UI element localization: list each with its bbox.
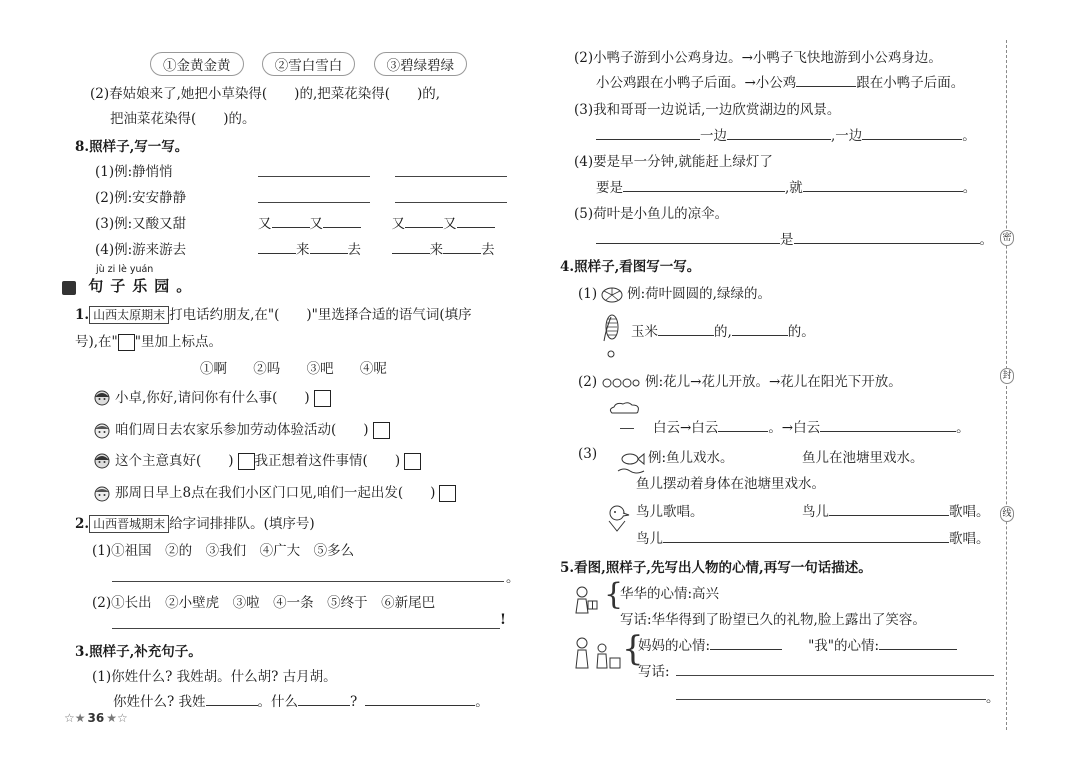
q1-number: 1. (75, 307, 90, 323)
q2-row-1: (1)①祖国 ②的 ③我们 ④广大 ⑤多么 (92, 543, 355, 559)
r4-line-a: (4)要是早一分钟,就能赶上绿灯了 (574, 154, 773, 170)
blank[interactable] (457, 213, 495, 228)
s4-2-exercise (653, 416, 970, 436)
q3-blank-2[interactable] (298, 691, 350, 706)
r5-b-text1: 是 (780, 232, 794, 248)
dialog-line-3 (92, 449, 421, 472)
r2-b-text2: 跟在小鸭子后面。 (856, 75, 965, 91)
s8-blank-1b[interactable] (395, 176, 507, 177)
flowers-icon (601, 375, 641, 391)
blank[interactable] (443, 239, 481, 254)
q3-text-a: 你姓什么? 我姓 (113, 694, 206, 710)
s4-3-ex-b: 鱼儿在池塘里戏水。 (802, 450, 924, 466)
s5-bracket-2: { (622, 629, 644, 669)
s5-a-sentence: 写话:华华得到了盼望已久的礼物,脸上露出了笑容。 (620, 612, 926, 628)
punct-box-3[interactable] (238, 453, 255, 470)
s4-1-label: (1) (578, 286, 598, 302)
s5-b-mood-row (638, 634, 957, 654)
bullet-dot-icon (607, 350, 615, 358)
s4-2-text-c: 。 (956, 420, 970, 436)
section-5-title: 5.看图,照样子,先写出人物的心情,再写一句话描述。 (560, 560, 872, 576)
s4-3-ex-a: 例:鱼儿戏水。 (648, 450, 734, 466)
s4-3-sing-2: 歌唱。 (949, 531, 990, 547)
r2-blank[interactable] (796, 72, 856, 87)
dialog-text-4: 我正想着这件事情( ) (254, 453, 401, 469)
s8-blank-2b[interactable] (395, 202, 507, 203)
r4-blank-2[interactable] (803, 177, 963, 192)
q3-blank-1[interactable] (206, 691, 258, 706)
s4-1-blank-1[interactable] (658, 321, 714, 336)
s8-blank-2a[interactable] (258, 202, 370, 203)
s8-item-3: (3)例:又酸又甜 (95, 216, 187, 232)
r5-line-a: (5)荷叶是小鱼儿的凉伞。 (574, 206, 729, 222)
r4-blank-1[interactable] (623, 177, 785, 192)
punct-box-4[interactable] (404, 453, 421, 470)
s4-1-text: 例:荷叶圆圆的,绿绿的。 (627, 286, 771, 302)
choice-2: ②雪白雪白 (262, 52, 356, 76)
mother-and-child-icon (572, 636, 622, 670)
blank[interactable] (310, 239, 348, 254)
r2-line-a: (2)小鸭子游到小公鸡身边。→小鸭子飞快地游到小公鸡身边。 (574, 50, 942, 66)
opt-2: ②吗 (253, 361, 281, 377)
star-icon: ★☆ (106, 711, 128, 725)
choice-1: ①金黄金黄 (150, 52, 244, 76)
s4-2-text-b: 。→白云 (768, 420, 821, 436)
s4-3-sing: 歌唱。 (949, 504, 990, 520)
s4-2-text: 例:花儿→花儿开放。→花儿在阳光下开放。 (645, 374, 902, 390)
q7-2-line2: 把油菜花染得( )的。 (110, 111, 256, 127)
r5-blank-2[interactable] (794, 229, 980, 244)
r2-b-text1: 小公鸡跟在小鸭子后面。→小公鸡 (596, 75, 797, 91)
s8-item-2: (2)例:安安静静 (95, 190, 187, 206)
pinyin: jù zi lè yuán (96, 264, 154, 275)
r2-line-b (596, 71, 964, 91)
s5-write-line-1[interactable] (676, 675, 994, 676)
q1-text2b: "里加上标点。 (134, 334, 222, 350)
s8-item-1: (1)例:静悄悄 (95, 164, 173, 180)
opt-4: ④呢 (359, 361, 387, 377)
s4-2-blank-2[interactable] (820, 417, 956, 432)
opt-1: ①啊 (200, 361, 227, 377)
word-choices (150, 52, 467, 76)
star-icon: ☆★ (64, 711, 86, 725)
q2-header (75, 512, 315, 533)
punct-box-1[interactable] (314, 390, 331, 407)
s5-my-mood: "我"的心情: (808, 638, 880, 654)
q2-text: 给字词排排队。(填序号) (169, 516, 315, 532)
bird-icon (603, 503, 631, 533)
q2-end-1: 。 (506, 570, 520, 586)
dialog-text-3: 这个主意真好( ) (115, 453, 234, 469)
fill-qu-2: 去 (481, 242, 495, 258)
dialog-text-5: 那周日早上8点在我们小区门口见,咱们一起出发( ) (115, 485, 436, 501)
blank[interactable] (405, 213, 443, 228)
s4-3-row1 (636, 500, 704, 520)
cloud-icon (608, 401, 642, 415)
s5-mom-mood: 妈妈的心情: (638, 638, 711, 654)
s4-1-text-a: 玉米 (631, 324, 658, 340)
fill-you-3: 又 (391, 216, 406, 232)
q1-line1 (75, 303, 472, 324)
lotus-leaf-icon (601, 286, 623, 304)
punct-box-5[interactable] (439, 485, 456, 502)
s5-mom-mood-blank[interactable] (710, 635, 782, 650)
q2-answer-line-2[interactable] (112, 628, 500, 629)
r5-b-text2: 。 (979, 232, 993, 248)
s4-2-text-a: 白云→白云 (653, 420, 719, 436)
s4-3-blank-1[interactable] (829, 501, 949, 516)
r4-line-b (596, 176, 976, 196)
s8-item-4: (4)例:游来游去 (95, 242, 187, 258)
q2-row-2: (2)①长出 ②小壁虎 ③啦 ④一条 ⑤终于 ⑥新尾巴 (92, 595, 436, 611)
q1-options (200, 357, 387, 377)
blank[interactable] (258, 239, 296, 254)
girl-with-gift-icon (573, 585, 599, 615)
fill-you-2: 又 (309, 216, 323, 232)
section-4-title: 4.照样子,看图写一写。 (560, 259, 701, 275)
boy-avatar-icon (92, 421, 112, 441)
dialog-text-2: 咱们周日去农家乐参加劳动体验活动( ) (115, 422, 369, 438)
section-heading (62, 275, 198, 296)
page-number-value: 36 (87, 711, 105, 725)
q3-blank-3[interactable] (365, 691, 475, 706)
q1-text1: 打电话约朋友,在"( )"里选择合适的语气词(填序 (169, 307, 472, 323)
q1-text2a: 号),在" (75, 334, 118, 350)
r3-blank-3[interactable] (862, 125, 962, 140)
r3-line-b (596, 124, 976, 144)
seal-mark-2: 封 (1000, 368, 1014, 384)
r3-blank-2[interactable] (727, 125, 831, 140)
dialog-line-2 (92, 418, 390, 441)
girl-avatar-icon (92, 389, 112, 409)
s5-b-write-label: 写话: (638, 664, 670, 680)
s8-blank-1a[interactable] (258, 176, 370, 177)
s4-3-blank-2[interactable] (663, 528, 949, 543)
s4-3-row1-b (802, 500, 990, 520)
s4-3-row2 (636, 527, 990, 547)
q2-answer-line-1[interactable] (112, 581, 504, 582)
fill-lai-2: 来 (429, 242, 444, 258)
r4-b-text1: 要是 (596, 180, 623, 196)
fill-you-1: 又 (258, 216, 272, 232)
dialog-line-4 (92, 481, 456, 504)
s4-3-label: (3) (578, 446, 598, 462)
s4-1-blank-2[interactable] (732, 321, 788, 336)
dialog-text-1: 小卓,你好,请问你有什么事( ) (115, 390, 310, 406)
q2-source-tag: 山西晋城期末 (89, 515, 169, 533)
s4-1-exercise (631, 320, 815, 340)
s4-2-short-line (620, 428, 634, 429)
punct-box-2[interactable] (373, 422, 390, 439)
q1-source-tag: 山西太原期末 (89, 306, 169, 324)
s4-2-label: (2) (578, 374, 598, 390)
r3-b-text3: 。 (962, 128, 976, 144)
s4-1-text-c: 的。 (787, 324, 815, 340)
boy-avatar-icon (92, 484, 112, 504)
girl-avatar-icon (92, 452, 112, 472)
s5-end-period: 。 (986, 690, 1000, 706)
seal-mark-1: 密 (1000, 230, 1014, 246)
s4-3-bird-2: 鸟儿 (636, 531, 663, 547)
section-badge (62, 281, 76, 295)
section-title: 句子乐园。 (88, 277, 199, 295)
s4-3-ex-c: 鱼儿摆动着身体在池塘里戏水。 (636, 476, 825, 492)
q3-text-d: 。 (475, 694, 489, 710)
punct-box-example (118, 334, 135, 351)
seal-mark-3: 线 (1000, 506, 1014, 522)
r5-blank-1[interactable] (596, 229, 780, 244)
q2-end-2: ! (500, 612, 506, 628)
r4-b-text2: ,就 (785, 180, 803, 196)
s5-a-mood: 华华的心情:高兴 (620, 586, 720, 602)
blank[interactable] (323, 213, 361, 228)
blank[interactable] (392, 239, 430, 254)
choice-3: ③碧绿碧绿 (374, 52, 468, 76)
q3-text-b: 。什么 (257, 694, 299, 710)
s5-my-mood-blank[interactable] (879, 635, 957, 650)
corn-icon (600, 313, 624, 343)
r5-line-b (596, 228, 993, 248)
s4-2-blank-1[interactable] (718, 417, 768, 432)
section-8-title: 8.照样子,写一写。 (75, 139, 189, 155)
s4-3-bird-sing: 鸟儿歌唱。 (636, 504, 704, 520)
section-3-title: 3.照样子,补充句子。 (75, 644, 202, 660)
dialog-line-1 (92, 386, 331, 409)
q1-line2 (75, 330, 222, 351)
q3-example: (1)你姓什么? 我姓胡。什么胡? 古月胡。 (92, 669, 337, 685)
r3-b-text1: 一边 (700, 128, 727, 144)
seal-margin-line (1006, 40, 1007, 730)
s4-1-text-b: 的, (714, 324, 732, 340)
r3-b-text2: ,一边 (831, 128, 863, 144)
fill-lai-1: 来 (296, 242, 310, 258)
q2-number: 2. (75, 516, 90, 532)
s5-write-line-2[interactable] (676, 699, 986, 700)
s8-item-3-fill (258, 212, 495, 232)
s4-1-example (578, 282, 771, 304)
fill-you-4: 又 (443, 216, 457, 232)
blank[interactable] (272, 213, 310, 228)
page-number (64, 711, 128, 725)
q3-exercise (113, 690, 489, 710)
s4-2-example (578, 370, 902, 391)
r3-line-a: (3)我和哥哥一边说话,一边欣赏湖边的风景。 (574, 102, 841, 118)
s5-bracket-1: { (604, 577, 624, 612)
opt-3: ③吧 (306, 361, 334, 377)
q7-2-line1: (2)春姑娘来了,她把小草染得( )的,把菜花染得( )的, (90, 86, 441, 102)
r4-b-text3: 。 (962, 180, 977, 196)
s8-item-4-fill (258, 238, 495, 258)
r3-blank-1[interactable] (596, 125, 700, 140)
s4-3-bird: 鸟儿 (802, 504, 829, 520)
fill-qu-1: 去 (347, 242, 361, 258)
q3-text-c: ? (350, 694, 358, 710)
